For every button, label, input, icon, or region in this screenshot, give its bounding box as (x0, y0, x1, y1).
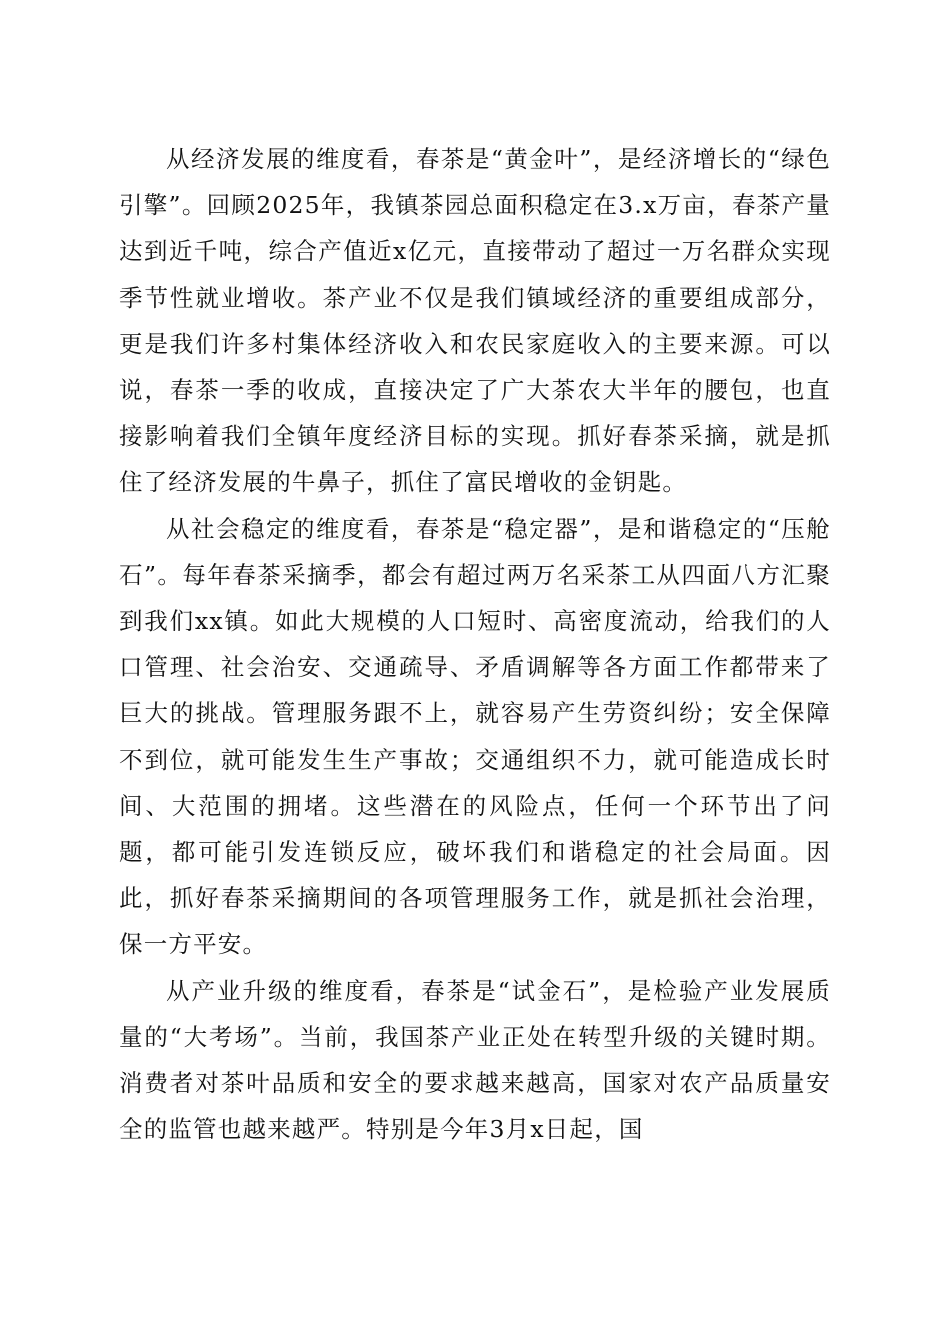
paragraph-social-stability: 从社会稳定的维度看，春茶是“稳定器”，是和谐稳定的“压舱石”。每年春茶采摘季，都会有超过两万名采茶工从四面八方汇聚到我们xx镇。如此大规模的人口短时、高密度流动，给我们的人口管理、社会治安、交通疏导、矛盾调解等各方面工作都带来了巨大的挑战。管理服务跟不上，就容易产生劳资纠纷；安全保障不到位，就可能发生生产事故；交通组织不力，就可能造成长时间、大范围的拥堵。这些潜在的风险点，任何一个环节出了问题，都可能引发连锁反应，破坏我们和谐稳定的社会局面。因此，抓好春茶采摘期间的各项管理服务工作，就是抓社会治理，保一方平安。 (119, 514, 831, 959)
paragraph-industry-upgrade: 从产业升级的维度看，春茶是“试金石”，是检验产业发展质量的“大考场”。当前，我国茶产业正处在转型升级的关键时期。消费者对茶叶品质和安全的要求越来越高，国家对农产品质量安全的监管也越来越严。特别是今年3月x日起，国 (119, 976, 831, 1144)
paragraph-economic-development: 从经济发展的维度看，春茶是“黄金叶”，是经济增长的“绿色引擎”。回顾2025年，我镇茶园总面积稳定在3.x万亩，春茶产量达到近千吨，综合产值近x亿元，直接带动了超过一万名群众实现季节性就业增收。茶产业不仅是我们镇域经济的重要组成部分，更是我们许多村集体经济收入和农民家庭收入的主要来源。可以说，春茶一季的收成，直接决定了广大茶农大半年的腰包，也直接影响着我们全镇年度经济目标的实现。抓好春茶采摘，就是抓住了经济发展的牛鼻子，抓住了富民增收的金钥匙。 (119, 145, 831, 497)
document-body (119, 136, 831, 1152)
